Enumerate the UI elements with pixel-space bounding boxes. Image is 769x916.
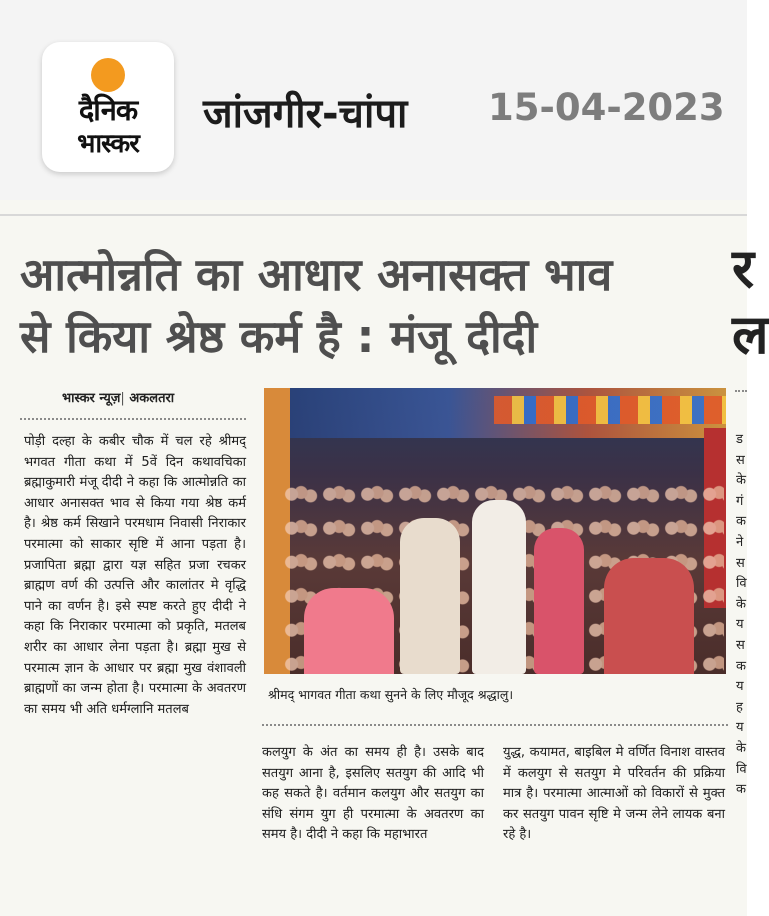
byline-source: भास्कर न्यूज़ [62,391,121,406]
top-divider [0,214,747,216]
adjacent-column-char: वि [736,761,747,777]
byline-separator: | [120,391,125,406]
photo-devotee-in-white [472,500,526,674]
adjacent-column-char: वि [736,576,747,592]
logo-text-bhaskar: भास्कर [77,129,139,159]
clipping-header [0,0,747,200]
edition-date: 15-04-2023 [488,86,725,129]
byline-divider [20,418,246,420]
adjacent-column-char: स [736,637,745,653]
adjacent-column-char: क [736,514,746,530]
photo-devotee-with-plate [400,518,460,674]
article-column-3: युद्ध, कयामत, बाइबिल मे वर्णित विनाश वास्तव में कलयुग से सतयुग मे परिवर्तन की प्रक्रिया मात्र है। परमात्मा आत्माओं को विकारों से मुक्त कर सतयुग पावन सृष्टि मे जन्म लेने लायक बना रहे है। [503,745,725,843]
article-column-1: पोड़ी दल्हा के कबीर चौक में चल रहे श्रीमद् भगवत गीता कथा में 5वें दिन कथावचिका ब्रह्माकुमारी मंजू दीदी ने कहा कि आत्मोन्नति का आधार अनासक्त भाव से किया गया श्रेष्ठ कर्म है। श्रेष्ठ कर्म सिखाने परमधाम निवासी निराकार परमात्मा को साकार सृष्टि में आना पड़ता है। प्रजापिता ब्रह्मा द्वारा यज्ञ सहित प्रजा रचकर ब्राह्मण वर्ण की उत्पत्ति और कालांतर मे वृद्धि पाने का वर्णन है। इसे स्पष्ट करते हुए दीदी ने कहा कि निराकार परमात्मा को प्रकृति, मतलब शरीर का आधार लेना पड़ता है। ब्रह्मा मुख से परमात्म ज्ञान के आधार पर ब्रह्मा मुख वंशावली ब्राह्मणों का जन्म होता है। परमात्मा के अवतरण का समय भी अति धर्मग्लानि मतलब [24,434,246,717]
logo-sun-icon [91,58,125,92]
adjacent-column-char: क [736,782,746,798]
byline [62,388,174,406]
adjacent-column-char: य [736,679,744,695]
adjacent-column-fragment [736,430,747,801]
adjacent-headline-char-1: र [732,237,755,300]
adjacent-column-char: के [736,740,746,756]
adjacent-column-char: य [736,720,744,736]
adjacent-column-char: य [736,617,744,633]
headline-line-1: आत्मोन्नति का आधार अनासक्त भाव [20,248,613,301]
photo-devotee-in-pink [534,528,584,674]
adjacent-column-char: स [736,452,745,468]
adjacent-column-char: के [736,596,746,612]
edition-city: जांजगीर-चांपा [203,91,408,137]
adjacent-column-char: ह [736,699,743,715]
photo-devotee-front-left [304,588,394,674]
adjacent-headline-fragment [732,236,769,366]
adjacent-column-char: के [736,473,746,489]
photo-caption: श्रीमद् भागवत गीता कथा सुनने के लिए मौजूद श्रद्धालु। [268,687,514,702]
article-photo [264,388,726,674]
adjacent-column-char: ने [736,534,744,550]
adjacent-headline-char-2: ल [732,303,769,366]
caption-divider [262,724,728,726]
adjacent-column-char: स [736,555,745,571]
article-column-2: कलयुग के अंत का समय ही है। उसके बाद सतयुग आना है, इसलिए सतयुग की आदि भी कह सकते है। वर्तमान कलयुग और सतयुग का संधि संगम युग ही परमात्मा के अवतरण का समय है। दीदी ने कहा कि महाभारत [262,745,484,843]
logo-text-dainik: दैनिक [78,93,138,127]
adjacent-divider [735,390,747,412]
adjacent-column-char: गं [736,493,744,509]
adjacent-column-char: क [736,658,746,674]
photo-decoration-banner [494,396,726,424]
photo-devotee-front-right [604,558,694,674]
dainik-bhaskar-logo [42,42,174,172]
byline-place: अकलतरा [129,391,175,406]
headline-line-2: से किया श्रेष्ठ कर्म है : मंजू दीदी [20,310,538,363]
adjacent-column-char: ड [736,432,743,447]
